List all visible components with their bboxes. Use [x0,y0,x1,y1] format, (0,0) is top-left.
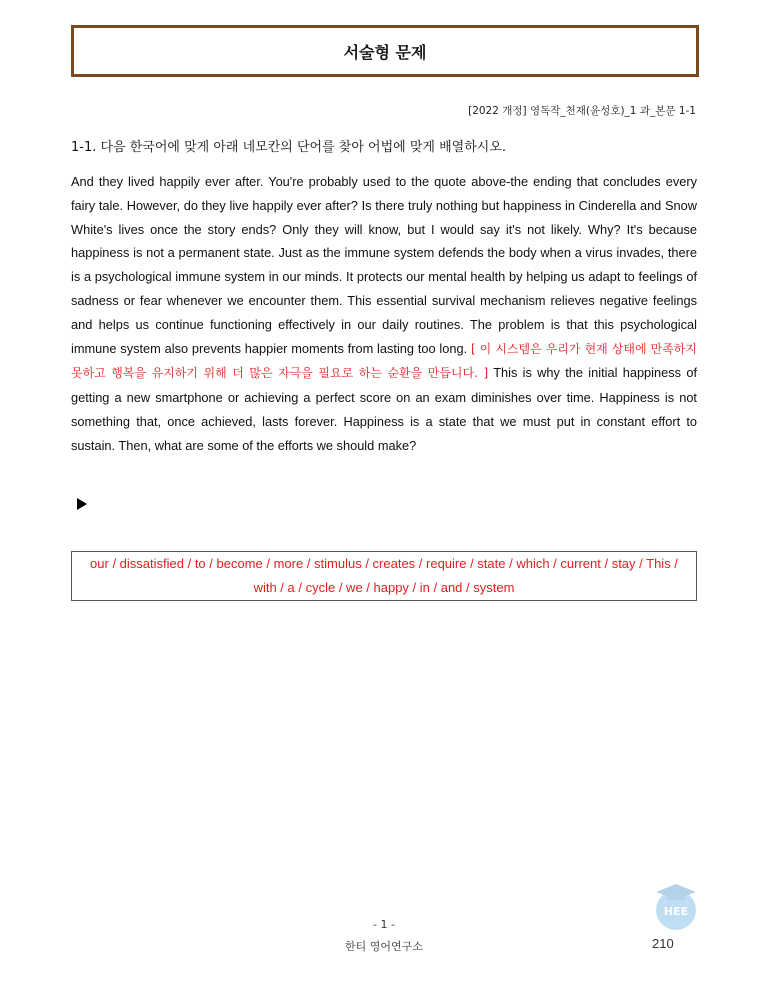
page-title: 서술형 문제 [343,42,427,62]
passage-highlight: [ 이 시스템은 우리가 현재 상태에 만족하지 못하고 행복을 유지하기 위해 더 많은 자극을 필요로 하는 순환을 만듭니다. ] [71,341,697,381]
passage-text-after: This is why the initial happiness of getting a new smartphone or achieving a perfect score on an exam diminishes over time. Happiness is not something that, once achieved, lasts forever. Happiness is a state that we must put in constant effort to sustain. Then, what are some of the efforts we should make? [71,365,697,453]
title-box [71,25,699,77]
source-line: [2022 개정] 영독작_천재(윤성호)_1 과_본문 1-1 [468,105,696,117]
logo-text: HEE [663,905,689,918]
word-bank-box [71,551,697,601]
passage [71,170,697,458]
footer-code: 210 [652,936,674,951]
footer-organization: 한티 영어연구소 [345,940,423,953]
page-number: - 1 - [373,918,395,931]
play-triangle-icon [77,498,87,510]
passage-text-before: And they lived happily ever after. You're probably used to the quote above-the ending that concludes every fairy tale. However, do they live happily ever after? Is there truly nothing but happiness in Cinderella and Snow White's lives once the story ends? Only they will know, but I would say it's not likely. Why? It's because happiness is not a permanent state. Just as the immune system defends the body when a virus invades, there is a psychological immune system in our minds. It protects our mental health by helping us adapt to feelings of sadness or fear whenever we encounter them. This essential survival mechanism relieves negative feelings and helps us continue functioning effectively in our daily routines. The problem is that this psychological immune system also prevents happier moments from lasting too long. [71,174,697,356]
question-prompt: 1-1. 다음 한국어에 맞게 아래 네모칸의 단어를 찾아 어법에 맞게 배열하시오. [71,140,507,155]
word-bank: our / dissatisfied / to / become / more / stimulus / creates / require / state / which / current / stay / This / with / a / cycle / we / happy / in / and / system [90,556,678,595]
